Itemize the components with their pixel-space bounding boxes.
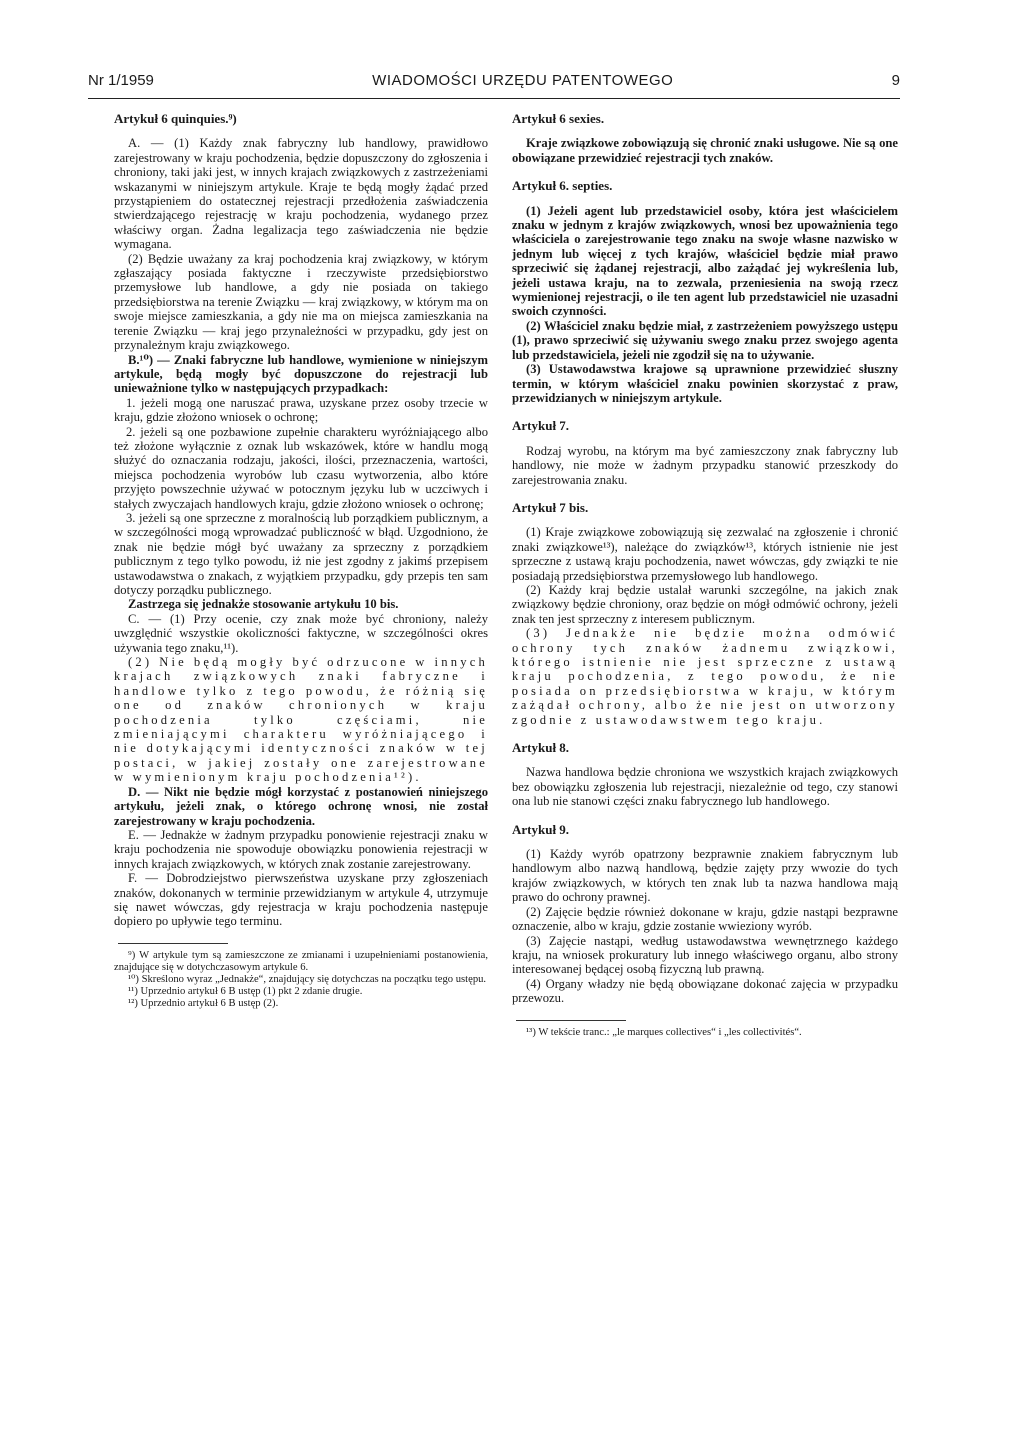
journal-title: WIADOMOŚCI URZĘDU PATENTOWEGO (372, 72, 674, 89)
page-number: 9 (891, 72, 900, 89)
paragraph: D. — Nikt nie będzie mógł korzystać z postanowień niniejszego artykułu, jeżeli znak, o którego ochronę wnosi, nie został zarejestrowany w kraju pochodzenia. (114, 784, 488, 828)
paragraph: (2) Właściciel znaku będzie miał, z zastrzeżeniem powyższego ustępu (1), prawo sprzeciwić się używaniu swego znaku przez swojego agenta lub przedstawiciela, jeżeli nie zgodził się na to używanie. (512, 318, 898, 362)
paragraph: F. — Dobrodziejstwo pierwszeństwa uzyskane przy zgłoszeniach znaków, dokonanych w terminie przewidzianym w artykule 4, utrzymuje się nawet wówczas, gdy rejestracja w kraju pochodzenia następuje dopiero po upływie tego terminu. (114, 871, 488, 929)
article-heading: Artykuł 6 quinquies.⁹) (114, 111, 237, 126)
article-heading: Artykuł 7. (512, 418, 570, 434)
list-item: 1. jeżeli mogą one naruszać prawa, uzyskane przez osoby trzecie w kraju, gdzie złożono wniosek o ochronę; (114, 395, 488, 425)
article-heading: Artykuł 6 sexies. (512, 111, 605, 126)
paragraph: (4) Organy władzy nie będą obowiązane dokonać zajęcia w przypadku przewozu. (512, 976, 898, 1006)
article-heading: Artykuł 6. septies. (512, 178, 613, 194)
article-heading: Artykuł 9. (512, 821, 570, 837)
paragraph: (3) Jednakże nie będzie można odmówić ochrony tych znaków żadnemu związkowi, którego istnienie nie jest sprzeczne z ustawą kraju pochodzenia, z tego powodu, że nie posiada on przedsiębiorstwa w kraju, w którym zażądał ochrony, albo że nie jest on utworzony zgodnie z ustawodawstwem tego kraju. (512, 626, 898, 727)
footnote: ¹⁰) Skreślono wyraz „Jednakże“, znajdujący się dotychczas na początku tego ustępu. (128, 973, 487, 985)
paragraph: (2) Każdy kraj będzie ustalał warunki szczególne, na jakich znak związkowy będzie chroniony, oraz będzie on mógł odmówić ochrony, jeżeli znak ten jest sprzeczny z interesem publicznym. (512, 582, 898, 626)
paragraph: E. — Jednakże w żadnym przypadku ponowienie rejestracji znaku w kraju pochodzenia nie spowoduje obowiązku ponowienia rejestracji w innych krajach związkowych, w których znak zostanie zarejestrowany. (114, 827, 488, 871)
paragraph: (2) Zajęcie będzie również dokonane w kraju, gdzie nastąpi bezprawne oznaczenie, albo w kraju, gdzie zostanie wwieziony wyrób. (512, 904, 898, 934)
footnote: ¹²) Uprzednio artykuł 6 B ustęp (2). (128, 997, 279, 1009)
page-header (88, 72, 900, 99)
footnote: ¹³) W tekście tranc.: „le marques collectives“ i „les collectivités“. (526, 1026, 802, 1038)
footnote: ⁹) W artykule tym są zamieszczone ze zmianami i uzupełnieniami postanowienia, znajdujące się w dotychczasowym artykule 6. (114, 949, 488, 973)
paragraph: C. — (1) Przy ocenie, czy znak może być chroniony, należy uwzględnić wszystkie okoliczności faktyczne, w szczególności okres używania tego znaku,¹¹). (114, 611, 488, 655)
footnote-divider (118, 943, 228, 944)
paragraph: (1) Kraje związkowe zobowiązują się zezwalać na zgłoszenie i chronić znaki związkowe¹³), należące do związków¹³, których istnienie nie jest sprzeczne z ustawą kraju pochodzenia, nawet wówczas, gdy związki te nie posiadają przedsiębiorstwa przemysłowego lub handlowego. (512, 525, 898, 583)
article-heading: Artykuł 7 bis. (512, 499, 589, 515)
paragraph: (3) Ustawodawstwa krajowe są uprawnione przewidzieć słuszny termin, w którym właściciel znaku powinien skorzystać z praw, przewidzianych w niniejszym artykule. (512, 362, 898, 405)
paragraph: (2) Będzie uważany za kraj pochodzenia kraj związkowy, w którym zgłaszający posiada faktyczne i rzeczywiste przedsiębiorstwo przemysłowe lub handlowe, a gdy nie posiada on takiego przedsiębiorstwa na terenie Związku — kraj związkowy, w którym ma on swoje miejsce zamieszkania, a gdy nie ma on miejsca zamieszkania na terenie Związku — kraj jego przynależności w przypadku, gdy jest on przynależnym kraju związkowego. (114, 251, 488, 353)
right-column (512, 112, 898, 1039)
paragraph: Rodzaj wyrobu, na którym ma być zamieszczony znak fabryczny lub handlowy, nie może w żadnym przypadku stanowić przeszkody do zarejestrowania znaku. (512, 443, 898, 487)
paragraph: (1) Każdy wyrób opatrzony bezprawnie znakiem fabrycznym lub handlowym albo nazwą handlową, będzie zajęty przy wwozie do tych krajów związkowych, w których ten znak lub ta nazwa handlowa mają prawo do ochrony prawnej. (512, 847, 898, 905)
paragraph: A. — (1) Każdy znak fabryczny lub handlowy, prawidłowo zarejestrowany w kraju pochodzenia, będzie dopuszczony do zgłoszenia i chroniony, taki jaki jest, w innych krajach związkowych z zastrzeżeniami wskazanymi w niniejszym artykule. Kraje te będą mogły żądać przed przystąpieniem do ostatecznej rejestracji przedłożenia zaświadczenia stwierdzającego rejestrację w kraju pochodzenia, wydanego przez właściwy organ. Żadna legalizacja tego zaświadczenia nie będzie wymagana. (114, 136, 488, 252)
issue-number: Nr 1/1959 (88, 72, 154, 89)
paragraph: (2) Nie będą mogły być odrzucone w innych krajach związkowych znaki fabryczne i handlowe tylko z tego powodu, że różnią się one od znaków chronionych w kraju pochodzenia tylko częściami, nie zmieniającymi charakteru wyróżniającego i nie dotykającymi identyczności znaków w tej postaci, w jakiej zostały one zarejestrowane w wymienionym kraju pochodzenia¹²). (114, 655, 488, 785)
paragraph: B.¹⁰) — Znaki fabryczne lub handlowe, wymienione w niniejszym artykule, będą mogły być dopuszczone do rejestracji lub unieważnione tylko w następujących przypadkach: (114, 352, 488, 396)
article-heading: Artykuł 8. (512, 740, 570, 756)
list-item: 2. jeżeli są one pozbawione zupełnie charakteru wyróżniającego albo też złożone wyłącznie z oznak lub wskazówek, które w handlu mogą służyć do oznaczania rodzaju, jakości, ilości, przeznaczenia, wartości, miejsca pochodzenia wyrobów lub czasu wytworzenia, albo które przyjęto powszechnie używać w potocznym języku lub w uczciwych i stałych zwyczajach handlowych kraju, gdzie złożono wniosek o ochronę; (114, 424, 488, 511)
footnote-divider (516, 1020, 626, 1021)
paragraph: (3) Zajęcie nastąpi, według ustawodawstwa wewnętrznego każdego kraju, na wniosek prokuratury lub innego właściwego organu, albo strony interesowanej będącej osobą fizyczną lub prawną. (512, 933, 898, 977)
left-column (114, 112, 488, 1010)
footnote: ¹¹) Uprzednio artykuł 6 B ustęp (1) pkt 2 zdanie drugie. (128, 985, 363, 997)
paragraph: Zastrzega się jednakże stosowanie artykułu 10 bis. (128, 597, 399, 612)
paragraph: Nazwa handlowa będzie chroniona we wszystkich krajach związkowych bez obowiązku zgłoszenia lub rejestracji, niezależnie od tego, czy stanowi ona lub nie stanowi części znaku fabrycznego lub handlowego. (512, 765, 898, 809)
paragraph: Kraje związkowe zobowiązują się chronić znaki usługowe. Nie są one obowiązane przewidzieć rejestracji tych znaków. (512, 136, 898, 165)
paragraph: (1) Jeżeli agent lub przedstawiciel osoby, która jest właścicielem znaku w jednym z krajów związkowych, wnosi bez upoważnienia tego właściciela o zarejestrowanie tego znaku na swoje własne nazwisko w jednym lub więcej z tych krajów, właściciel będzie miał prawo sprzeciwić się żądanej rejestracji, albo zażądać jej wykreślenia lub, jeżeli ustawa kraju, na to zezwala, przeniesienia na swoją rzecz wymienionej rejestracji, o ile ten agent lub przedstawiciel nie uzasadni swoich czynności. (512, 203, 898, 319)
list-item: 3. jeżeli są one sprzeczne z moralnością lub porządkiem publicznym, a w szczególności mogą wprowadzać publiczność w błąd. Uzgodniono, że znak nie będzie mógł być uważany za sprzeczny z porządkiem publicznym z tego tylko powodu, iż nie jest zgodny z jakimś przepisem ustawodawstwa o znakach, z wyjątkiem przypadku, gdy przepis ten sam dotyczy porządku publicznego. (114, 510, 488, 597)
